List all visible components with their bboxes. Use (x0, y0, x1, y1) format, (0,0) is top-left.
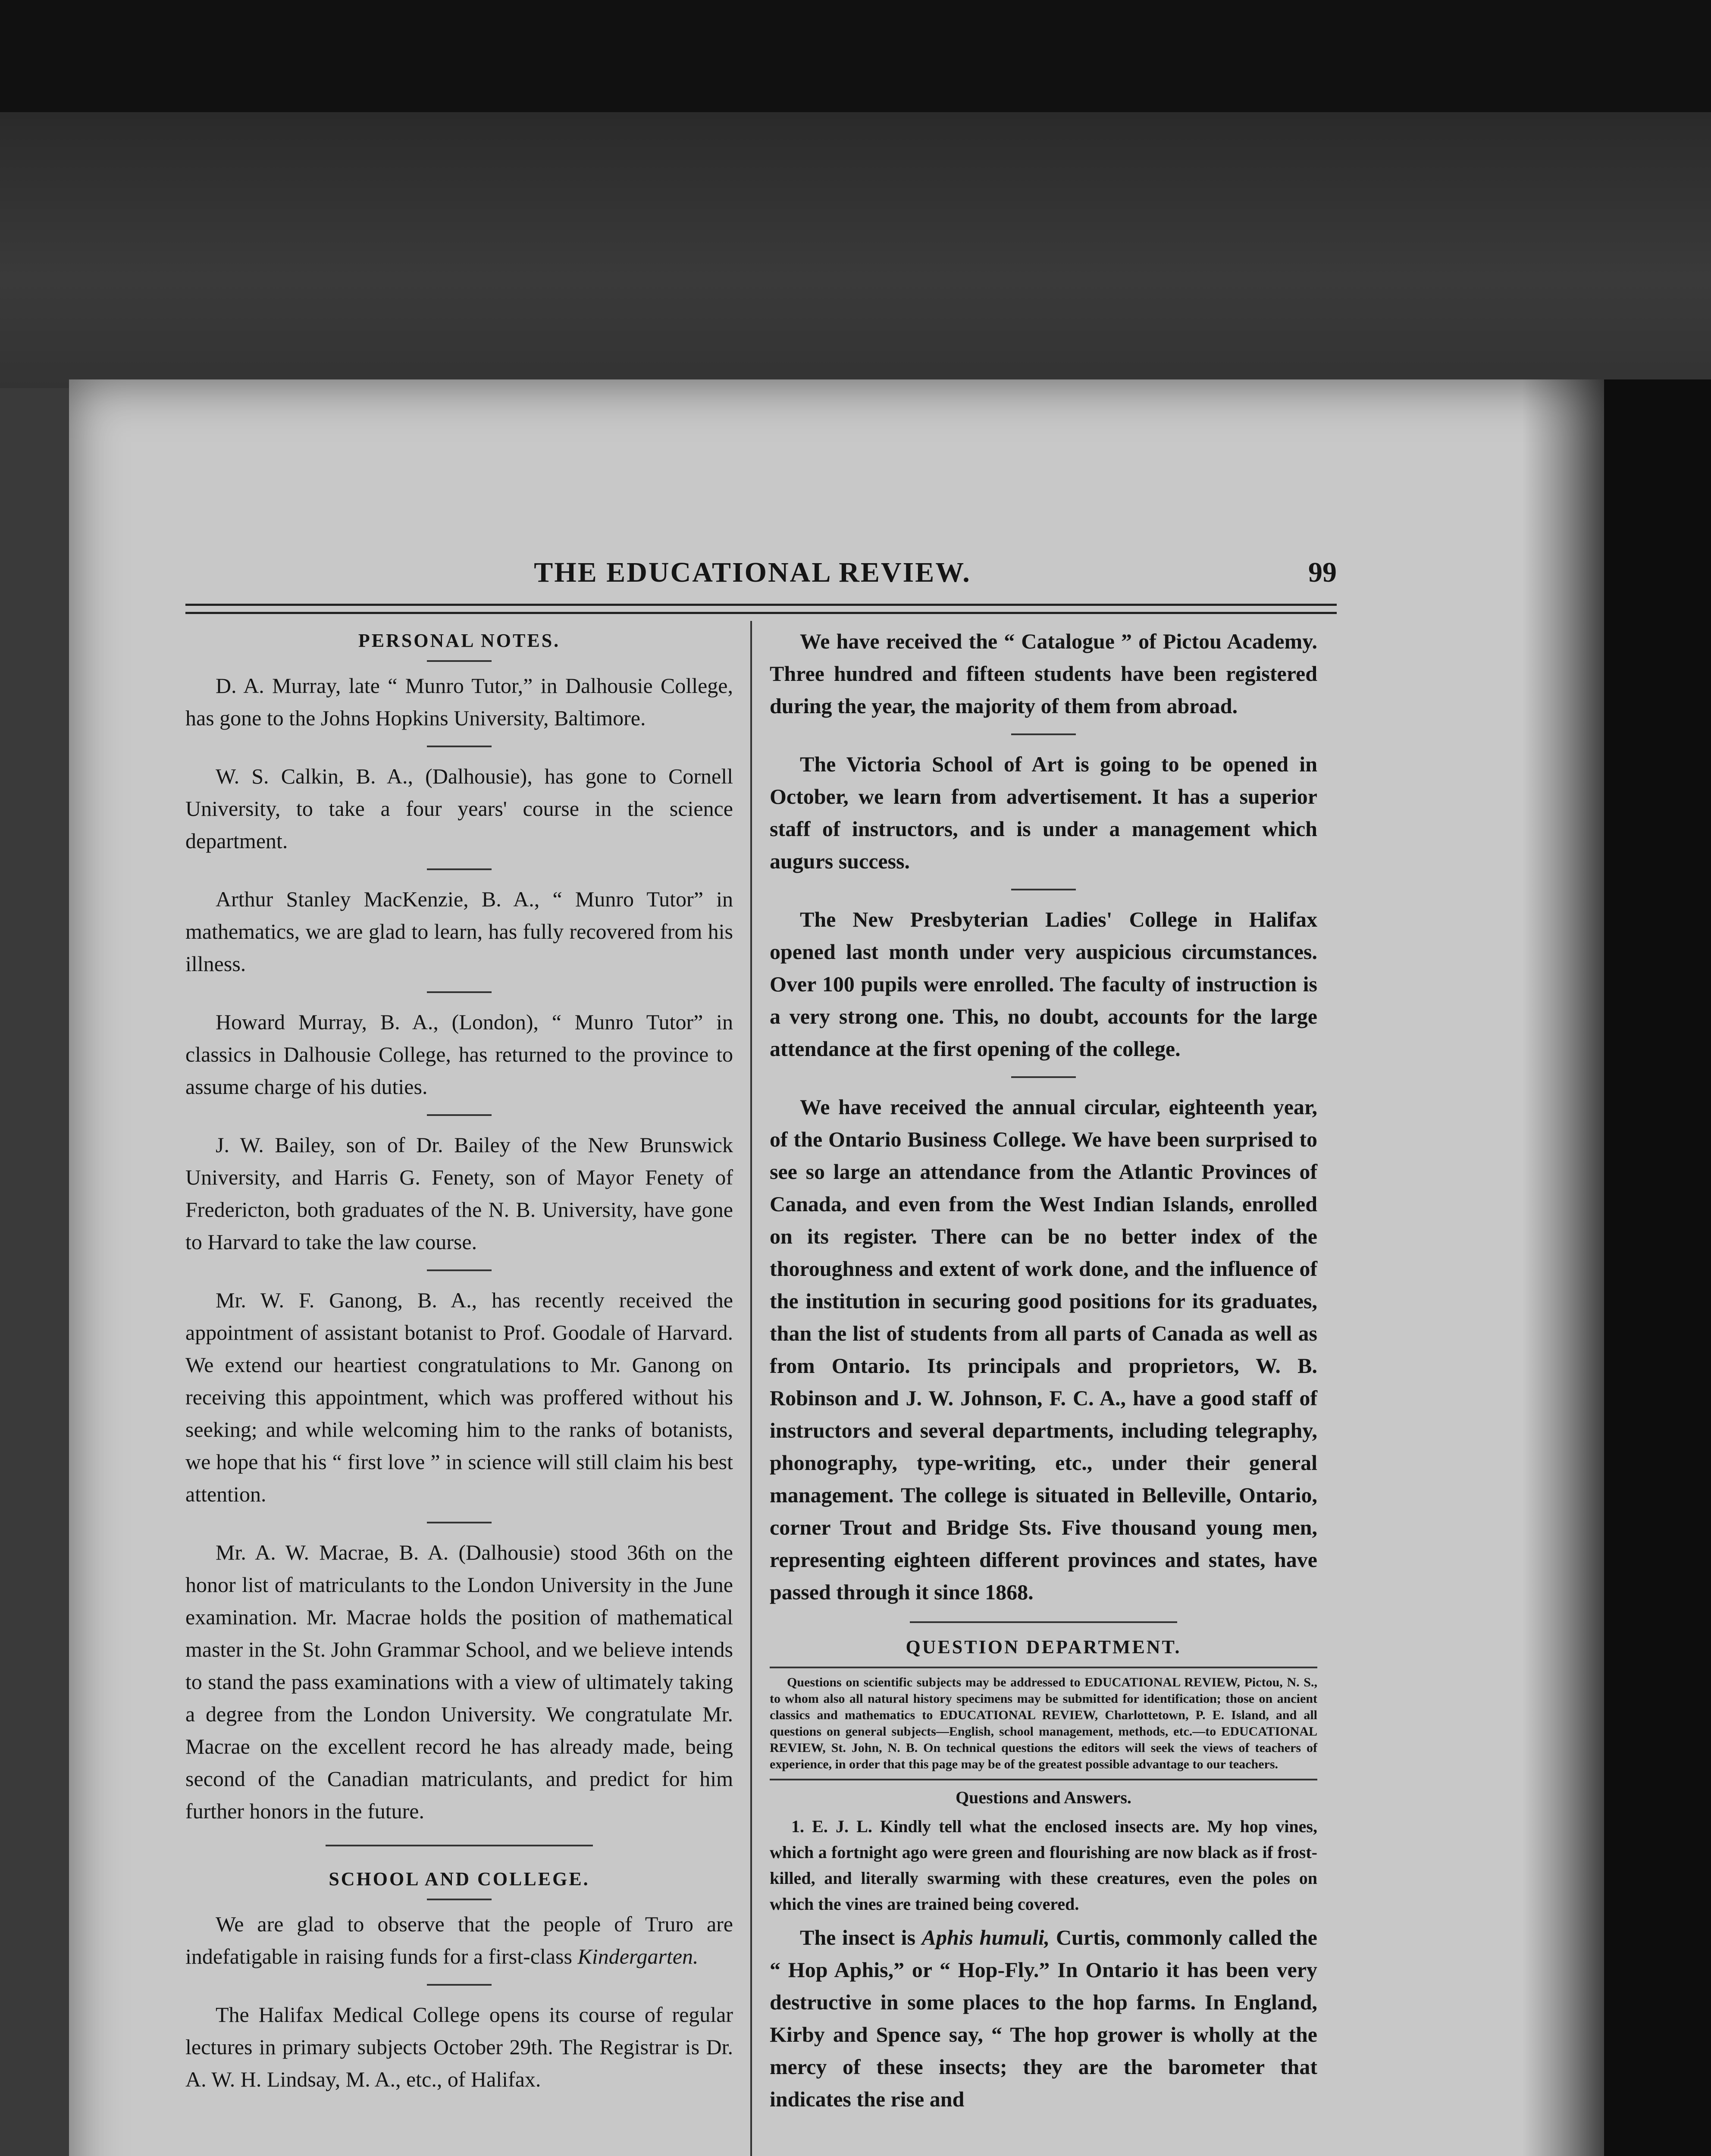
section-rule (1011, 733, 1076, 735)
left-column (185, 625, 733, 2096)
qa-subheading: Questions and Answers. (956, 1788, 1131, 1807)
film-border-grey (0, 112, 1711, 388)
section-rule-long (326, 1845, 593, 1846)
question-department-note: Questions on scientific subjects may be addressed to EDUCATIONAL REVIEW, Pictou, N. S., to whom also all natural history specimens may be submitted for identification; those on ancient classics and mathematics to EDUCATIONAL REVIEW, Charlottetown, P. E. Island, and all questions on general subjects—English, school management, methods, etc.—to EDUCATIONAL REVIEW, St. John, N. B. On technical questions the editors will seek the views of teachers of experience, in order that this page may be of the greatest possible advantage to our teachers. (770, 1667, 1317, 1780)
college-note: We have received the “ Catalogue ” of Pictou Academy. Three hundred and fifteen students have been registered during the year, the majority of them from abroad. (770, 629, 1317, 718)
personal-note: Howard Murray, B. A., (London), “ Munro Tutor” in classics in Dalhousie College, has returned to the province to assume charge of his duties. (185, 1010, 733, 1099)
page-header (185, 556, 1337, 595)
section-rule (427, 868, 492, 870)
section-rule (427, 1984, 492, 1986)
school-note-italic: Kindergarten. (577, 1944, 699, 1968)
qa-answer-text: Curtis, commonly called the “ Hop Aphis,” or “ Hop-Fly.” In Ontario it has been very destructive in some places to the hop farms. In England, Kirby and Spence say, “ The hop grower is wholly at the mercy of these insects; they are the barometer that indicates the rise and (770, 1925, 1317, 2111)
film-border-top (0, 0, 1711, 112)
qa-question: 1. E. J. L. Kindly tell what the enclosed insects are. My hop vines, which a fortnight ago were green and flourishing are now black as if frost-killed, and literally swarming with these creatures, even the poles on which the vines are trained being covered. (770, 1817, 1317, 1914)
section-rule (427, 1269, 492, 1271)
question-department-heading: QUESTION DEPARTMENT. (906, 1636, 1181, 1658)
section-rule (427, 1114, 492, 1116)
section-rule (427, 1522, 492, 1523)
college-note: The New Presbyterian Ladies' College in Halifax opened last month under very auspicious circumstances. Over 100 pupils were enrolled. The faculty of instruction is a very strong one. This, no doubt, accounts for the large attendance at the first opening of the college. (770, 907, 1317, 1061)
section-rule (1011, 889, 1076, 890)
right-column (770, 625, 1317, 2115)
section-rule (427, 660, 492, 662)
personal-note: Mr. A. W. Macrae, B. A. (Dalhousie) stood 36th on the honor list of matriculants to the London University in the June examination. Mr. Macrae holds the position of mathematical master in the St. John Grammar School, and we believe intends to stand the pass examinations with a view of ultimately taking a degree from the London University. We congratulate Mr. Macrae on the excellent record he has already made, being second of the Canadian matriculants, and predict for him further honors in the future. (185, 1540, 733, 1823)
school-note-text: We are glad to observe that the people of Truro are indefatigable in raising funds for a first-class (185, 1912, 733, 1968)
section-rule (427, 991, 492, 993)
college-note: The Victoria School of Art is going to be opened in October, we learn from advertisement. It has a superior staff of instructors, and is under a management which augurs success. (770, 752, 1317, 873)
section-rule (427, 746, 492, 747)
header-rule (185, 604, 1337, 614)
running-title: THE EDUCATIONAL REVIEW. (534, 557, 971, 588)
college-note: We have received the annual circular, eighteenth year, of the Ontario Business College. We have been surprised to see so large an attendance from the Atlantic Provinces of Canada, and even from the West Indian Islands, enrolled on its register. There can be no better index of the thoroughness and extent of work done, and the influence of the institution in securing good positions for its graduates, than the list of students from all parts of Canada as well as from Ontario. Its principals and proprietors, W. B. Robinson and J. W. Johnson, F. C. A., have a good staff of instructors and several departments, including telegraphy, phonography, type-writing, etc., under their general management. The college is situated in Belleville, Ontario, corner Trout and Bridge Sts. Five thousand young men, representing eighteen different provinces and states, have passed through it since 1868. (770, 1095, 1317, 1604)
page-edge-shadow (1522, 379, 1604, 2156)
section-rule (427, 1899, 492, 1900)
qa-answer-text: The insect is (800, 1925, 922, 1949)
section-rule-long (910, 1621, 1177, 1623)
personal-note: W. S. Calkin, B. A., (Dalhousie), has gone to Cornell University, to take a four years' course in the science department. (185, 764, 733, 853)
personal-note: Mr. W. F. Ganong, B. A., has recently received the appointment of assistant botanist to Prof. Goodale of Harvard. We extend our heartiest congratulations to Mr. Ganong on receiving this appointment, which was proffered without his seeking; and while welcoming him to the ranks of botanists, we hope that his “ first love ” in science will still claim his best attention. (185, 1288, 733, 1506)
section-rule (1011, 1076, 1076, 1078)
school-note (185, 1908, 733, 1973)
qa-answer (770, 1921, 1317, 2115)
personal-note: D. A. Murray, late “ Munro Tutor,” in Dalhousie College, has gone to the Johns Hopkins University, Baltimore. (185, 674, 733, 730)
film-border-left (0, 388, 69, 2156)
page-number: 99 (1308, 557, 1337, 588)
personal-note: J. W. Bailey, son of Dr. Bailey of the New Brunswick University, and Harris G. Fenety, son of Mayor Fenety of Fredericton, both graduates of the N. B. University, have gone to Harvard to take the law course. (185, 1133, 733, 1254)
school-note: The Halifax Medical College opens its course of regular lectures in primary subjects October 29th. The Registrar is Dr. A. W. H. Lindsay, M. A., etc., of Halifax. (185, 2002, 733, 2091)
page-content (185, 556, 1337, 2156)
school-college-heading: SCHOOL AND COLLEGE. (329, 1868, 590, 1890)
personal-notes-heading: PERSONAL NOTES. (358, 630, 561, 651)
column-divider (750, 621, 752, 2156)
film-border-right (1604, 379, 1711, 2156)
personal-note: Arthur Stanley MacKenzie, B. A., “ Munro Tutor” in mathematics, we are glad to learn, has fully recovered from his illness. (185, 887, 733, 976)
qa-answer-species: Aphis humuli, (921, 1925, 1050, 1949)
